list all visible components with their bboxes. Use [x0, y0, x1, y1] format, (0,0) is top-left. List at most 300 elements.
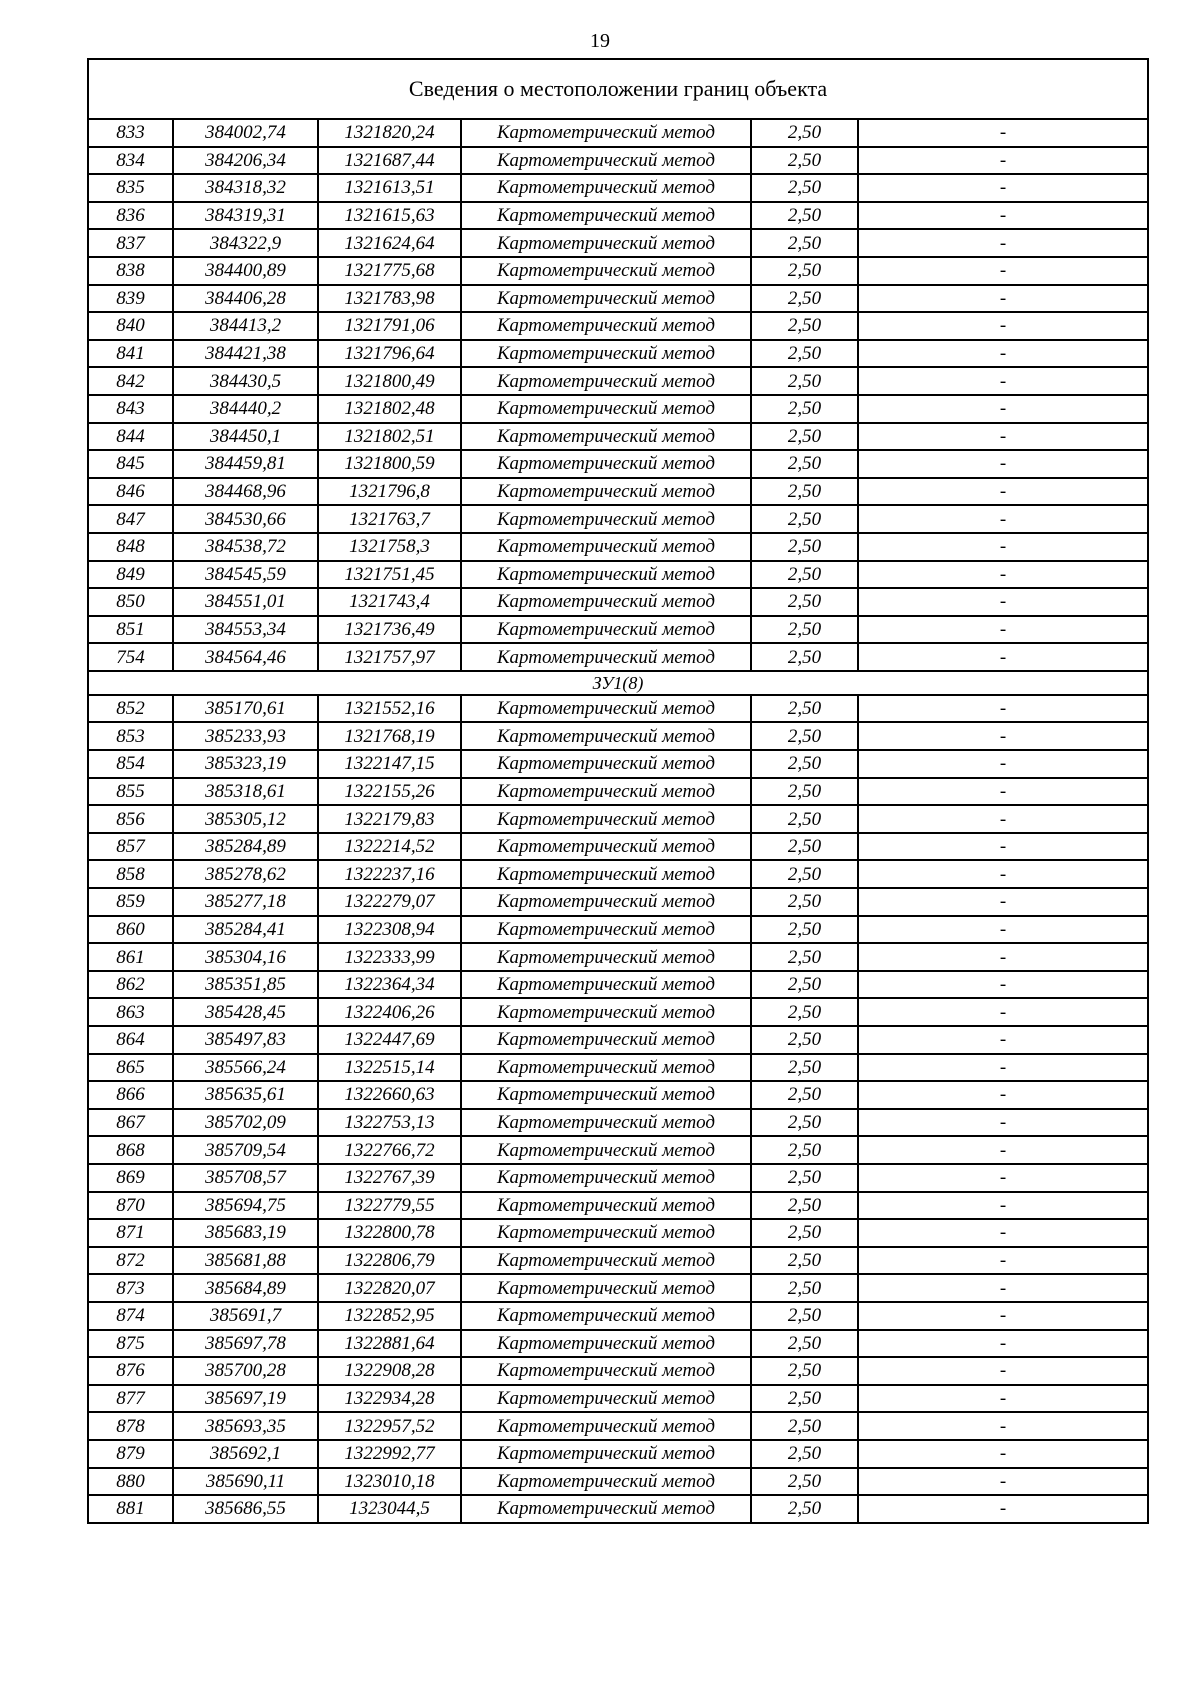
x-coordinate-cell: 384430,5 — [173, 367, 318, 395]
accuracy-cell: 2,50 — [751, 119, 858, 147]
table-row — [88, 695, 1148, 723]
point-number-cell: 862 — [88, 971, 173, 999]
table-row — [88, 1081, 1148, 1109]
point-number-cell: 876 — [88, 1357, 173, 1385]
y-coordinate-cell: 1321802,51 — [318, 423, 461, 451]
x-coordinate-cell: 384545,59 — [173, 561, 318, 589]
y-coordinate-cell: 1322147,15 — [318, 750, 461, 778]
point-number-cell: 847 — [88, 505, 173, 533]
method-cell: Картометрический метод — [461, 1026, 751, 1054]
method-cell: Картометрический метод — [461, 588, 751, 616]
accuracy-cell: 2,50 — [751, 1219, 858, 1247]
accuracy-cell: 2,50 — [751, 340, 858, 368]
x-coordinate-cell: 384553,34 — [173, 616, 318, 644]
point-number-cell: 870 — [88, 1192, 173, 1220]
x-coordinate-cell: 385709,54 — [173, 1136, 318, 1164]
y-coordinate-cell: 1322779,55 — [318, 1192, 461, 1220]
y-coordinate-cell: 1321615,63 — [318, 202, 461, 230]
y-coordinate-cell: 1322753,13 — [318, 1109, 461, 1137]
point-number-cell: 852 — [88, 695, 173, 723]
table-row — [88, 833, 1148, 861]
table-row — [88, 805, 1148, 833]
accuracy-cell: 2,50 — [751, 805, 858, 833]
x-coordinate-cell: 384538,72 — [173, 533, 318, 561]
point-number-cell: 867 — [88, 1109, 173, 1137]
x-coordinate-cell: 385351,85 — [173, 971, 318, 999]
point-number-cell: 833 — [88, 119, 173, 147]
x-coordinate-cell: 384002,74 — [173, 119, 318, 147]
table-row — [88, 561, 1148, 589]
table-row — [88, 916, 1148, 944]
accuracy-cell: 2,50 — [751, 1385, 858, 1413]
method-cell: Картометрический метод — [461, 833, 751, 861]
table-row — [88, 643, 1148, 671]
point-number-cell: 849 — [88, 561, 173, 589]
section-heading: ЗУ1(8) — [88, 671, 1148, 695]
method-cell: Картометрический метод — [461, 1219, 751, 1247]
y-coordinate-cell: 1321783,98 — [318, 285, 461, 313]
accuracy-cell: 2,50 — [751, 1412, 858, 1440]
table-row — [88, 367, 1148, 395]
description-cell: - — [858, 943, 1148, 971]
method-cell: Картометрический метод — [461, 1164, 751, 1192]
x-coordinate-cell: 384564,46 — [173, 643, 318, 671]
x-coordinate-cell: 385690,11 — [173, 1468, 318, 1496]
method-cell: Картометрический метод — [461, 1385, 751, 1413]
method-cell: Картометрический метод — [461, 1302, 751, 1330]
x-coordinate-cell: 385304,16 — [173, 943, 318, 971]
y-coordinate-cell: 1322992,77 — [318, 1440, 461, 1468]
table-row — [88, 505, 1148, 533]
table-row — [88, 1330, 1148, 1358]
method-cell: Картометрический метод — [461, 367, 751, 395]
description-cell: - — [858, 257, 1148, 285]
point-number-cell: 863 — [88, 998, 173, 1026]
table-row — [88, 1136, 1148, 1164]
section-heading-row — [88, 671, 1148, 695]
method-cell: Картометрический метод — [461, 1054, 751, 1082]
method-cell: Картометрический метод — [461, 312, 751, 340]
method-cell: Картометрический метод — [461, 1495, 751, 1523]
point-number-cell: 878 — [88, 1412, 173, 1440]
table-row — [88, 147, 1148, 175]
method-cell: Картометрический метод — [461, 229, 751, 257]
point-number-cell: 859 — [88, 888, 173, 916]
y-coordinate-cell: 1321552,16 — [318, 695, 461, 723]
y-coordinate-cell: 1321796,64 — [318, 340, 461, 368]
y-coordinate-cell: 1322908,28 — [318, 1357, 461, 1385]
method-cell: Картометрический метод — [461, 616, 751, 644]
method-cell: Картометрический метод — [461, 1136, 751, 1164]
accuracy-cell: 2,50 — [751, 1026, 858, 1054]
method-cell: Картометрический метод — [461, 285, 751, 313]
description-cell: - — [858, 505, 1148, 533]
x-coordinate-cell: 385323,19 — [173, 750, 318, 778]
method-cell: Картометрический метод — [461, 1274, 751, 1302]
y-coordinate-cell: 1321768,19 — [318, 722, 461, 750]
description-cell: - — [858, 174, 1148, 202]
table-row — [88, 971, 1148, 999]
description-cell: - — [858, 998, 1148, 1026]
x-coordinate-cell: 384413,2 — [173, 312, 318, 340]
table-row — [88, 1495, 1148, 1523]
x-coordinate-cell: 384206,34 — [173, 147, 318, 175]
y-coordinate-cell: 1321791,06 — [318, 312, 461, 340]
description-cell: - — [858, 1440, 1148, 1468]
x-coordinate-cell: 385305,12 — [173, 805, 318, 833]
description-cell: - — [858, 833, 1148, 861]
accuracy-cell: 2,50 — [751, 588, 858, 616]
table-row — [88, 312, 1148, 340]
x-coordinate-cell: 385635,61 — [173, 1081, 318, 1109]
description-cell: - — [858, 202, 1148, 230]
point-number-cell: 866 — [88, 1081, 173, 1109]
accuracy-cell: 2,50 — [751, 1440, 858, 1468]
x-coordinate-cell: 384468,96 — [173, 478, 318, 506]
x-coordinate-cell: 384530,66 — [173, 505, 318, 533]
description-cell: - — [858, 478, 1148, 506]
method-cell: Картометрический метод — [461, 860, 751, 888]
x-coordinate-cell: 384450,1 — [173, 423, 318, 451]
point-number-cell: 841 — [88, 340, 173, 368]
table-row — [88, 395, 1148, 423]
point-number-cell: 754 — [88, 643, 173, 671]
x-coordinate-cell: 385697,78 — [173, 1330, 318, 1358]
table-row — [88, 229, 1148, 257]
table-row — [88, 722, 1148, 750]
table-row — [88, 888, 1148, 916]
y-coordinate-cell: 1322766,72 — [318, 1136, 461, 1164]
accuracy-cell: 2,50 — [751, 1054, 858, 1082]
y-coordinate-cell: 1322767,39 — [318, 1164, 461, 1192]
description-cell: - — [858, 1054, 1148, 1082]
point-number-cell: 844 — [88, 423, 173, 451]
description-cell: - — [858, 285, 1148, 313]
y-coordinate-cell: 1322214,52 — [318, 833, 461, 861]
description-cell: - — [858, 860, 1148, 888]
table-row — [88, 1026, 1148, 1054]
point-number-cell: 854 — [88, 750, 173, 778]
method-cell: Картометрический метод — [461, 998, 751, 1026]
accuracy-cell: 2,50 — [751, 916, 858, 944]
y-coordinate-cell: 1322406,26 — [318, 998, 461, 1026]
page-number: 19 — [590, 30, 610, 52]
y-coordinate-cell: 1321820,24 — [318, 119, 461, 147]
y-coordinate-cell: 1321775,68 — [318, 257, 461, 285]
table-row — [88, 778, 1148, 806]
accuracy-cell: 2,50 — [751, 505, 858, 533]
y-coordinate-cell: 1321613,51 — [318, 174, 461, 202]
point-number-cell: 835 — [88, 174, 173, 202]
x-coordinate-cell: 385278,62 — [173, 860, 318, 888]
point-number-cell: 875 — [88, 1330, 173, 1358]
y-coordinate-cell: 1322881,64 — [318, 1330, 461, 1358]
y-coordinate-cell: 1322515,14 — [318, 1054, 461, 1082]
x-coordinate-cell: 385233,93 — [173, 722, 318, 750]
description-cell: - — [858, 1412, 1148, 1440]
table-row — [88, 119, 1148, 147]
description-cell: - — [858, 423, 1148, 451]
table-row — [88, 1054, 1148, 1082]
point-number-cell: 881 — [88, 1495, 173, 1523]
point-number-cell: 869 — [88, 1164, 173, 1192]
method-cell: Картометрический метод — [461, 916, 751, 944]
point-number-cell: 853 — [88, 722, 173, 750]
point-number-cell: 848 — [88, 533, 173, 561]
point-number-cell: 880 — [88, 1468, 173, 1496]
table-row — [88, 285, 1148, 313]
point-number-cell: 851 — [88, 616, 173, 644]
y-coordinate-cell: 1322957,52 — [318, 1412, 461, 1440]
method-cell: Картометрический метод — [461, 450, 751, 478]
y-coordinate-cell: 1322447,69 — [318, 1026, 461, 1054]
description-cell: - — [858, 1385, 1148, 1413]
description-cell: - — [858, 888, 1148, 916]
point-number-cell: 834 — [88, 147, 173, 175]
method-cell: Картометрический метод — [461, 505, 751, 533]
method-cell: Картометрический метод — [461, 695, 751, 723]
point-number-cell: 858 — [88, 860, 173, 888]
description-cell: - — [858, 916, 1148, 944]
method-cell: Картометрический метод — [461, 643, 751, 671]
x-coordinate-cell: 385681,88 — [173, 1247, 318, 1275]
table-row — [88, 1274, 1148, 1302]
point-number-cell: 846 — [88, 478, 173, 506]
x-coordinate-cell: 385694,75 — [173, 1192, 318, 1220]
table-row — [88, 588, 1148, 616]
table-row — [88, 1385, 1148, 1413]
description-cell: - — [858, 1026, 1148, 1054]
x-coordinate-cell: 384322,9 — [173, 229, 318, 257]
accuracy-cell: 2,50 — [751, 257, 858, 285]
description-cell: - — [858, 450, 1148, 478]
description-cell: - — [858, 1136, 1148, 1164]
table-row — [88, 1192, 1148, 1220]
accuracy-cell: 2,50 — [751, 312, 858, 340]
method-cell: Картометрический метод — [461, 805, 751, 833]
method-cell: Картометрический метод — [461, 722, 751, 750]
x-coordinate-cell: 385284,41 — [173, 916, 318, 944]
y-coordinate-cell: 1321800,59 — [318, 450, 461, 478]
x-coordinate-cell: 384421,38 — [173, 340, 318, 368]
accuracy-cell: 2,50 — [751, 1330, 858, 1358]
point-number-cell: 838 — [88, 257, 173, 285]
point-number-cell: 856 — [88, 805, 173, 833]
table-row — [88, 616, 1148, 644]
accuracy-cell: 2,50 — [751, 778, 858, 806]
x-coordinate-cell: 384319,31 — [173, 202, 318, 230]
x-coordinate-cell: 385708,57 — [173, 1164, 318, 1192]
method-cell: Картометрический метод — [461, 1468, 751, 1496]
description-cell: - — [858, 1357, 1148, 1385]
table-row — [88, 1109, 1148, 1137]
description-cell: - — [858, 695, 1148, 723]
point-number-cell: 874 — [88, 1302, 173, 1330]
method-cell: Картометрический метод — [461, 1109, 751, 1137]
x-coordinate-cell: 385700,28 — [173, 1357, 318, 1385]
y-coordinate-cell: 1321624,64 — [318, 229, 461, 257]
method-cell: Картометрический метод — [461, 340, 751, 368]
x-coordinate-cell: 385693,35 — [173, 1412, 318, 1440]
accuracy-cell: 2,50 — [751, 285, 858, 313]
accuracy-cell: 2,50 — [751, 695, 858, 723]
y-coordinate-cell: 1323044,5 — [318, 1495, 461, 1523]
method-cell: Картометрический метод — [461, 888, 751, 916]
y-coordinate-cell: 1322660,63 — [318, 1081, 461, 1109]
description-cell: - — [858, 1468, 1148, 1496]
point-number-cell: 868 — [88, 1136, 173, 1164]
point-number-cell: 860 — [88, 916, 173, 944]
table-row — [88, 340, 1148, 368]
y-coordinate-cell: 1321736,49 — [318, 616, 461, 644]
description-cell: - — [858, 1109, 1148, 1137]
description-cell: - — [858, 395, 1148, 423]
description-cell: - — [858, 1219, 1148, 1247]
method-cell: Картометрический метод — [461, 1357, 751, 1385]
table-row — [88, 750, 1148, 778]
description-cell: - — [858, 147, 1148, 175]
description-cell: - — [858, 340, 1148, 368]
y-coordinate-cell: 1321687,44 — [318, 147, 461, 175]
table-row — [88, 478, 1148, 506]
accuracy-cell: 2,50 — [751, 1164, 858, 1192]
accuracy-cell: 2,50 — [751, 643, 858, 671]
accuracy-cell: 2,50 — [751, 1136, 858, 1164]
y-coordinate-cell: 1321800,49 — [318, 367, 461, 395]
accuracy-cell: 2,50 — [751, 833, 858, 861]
x-coordinate-cell: 384551,01 — [173, 588, 318, 616]
point-number-cell: 837 — [88, 229, 173, 257]
y-coordinate-cell: 1321751,45 — [318, 561, 461, 589]
table-row — [88, 202, 1148, 230]
table-row — [88, 1468, 1148, 1496]
description-cell: - — [858, 119, 1148, 147]
x-coordinate-cell: 385692,1 — [173, 1440, 318, 1468]
point-number-cell: 864 — [88, 1026, 173, 1054]
point-number-cell: 842 — [88, 367, 173, 395]
method-cell: Картометрический метод — [461, 561, 751, 589]
x-coordinate-cell: 384318,32 — [173, 174, 318, 202]
boundary-coordinates-table — [87, 58, 1149, 1524]
method-cell: Картометрический метод — [461, 533, 751, 561]
accuracy-cell: 2,50 — [751, 1192, 858, 1220]
point-number-cell: 877 — [88, 1385, 173, 1413]
x-coordinate-cell: 385318,61 — [173, 778, 318, 806]
accuracy-cell: 2,50 — [751, 202, 858, 230]
table-row — [88, 1412, 1148, 1440]
description-cell: - — [858, 722, 1148, 750]
method-cell: Картометрический метод — [461, 395, 751, 423]
table-row — [88, 533, 1148, 561]
method-cell: Картометрический метод — [461, 1081, 751, 1109]
accuracy-cell: 2,50 — [751, 860, 858, 888]
accuracy-cell: 2,50 — [751, 1109, 858, 1137]
method-cell: Картометрический метод — [461, 778, 751, 806]
accuracy-cell: 2,50 — [751, 533, 858, 561]
table-title-row — [88, 59, 1148, 119]
y-coordinate-cell: 1322308,94 — [318, 916, 461, 944]
method-cell: Картометрический метод — [461, 750, 751, 778]
description-cell: - — [858, 312, 1148, 340]
accuracy-cell: 2,50 — [751, 478, 858, 506]
point-number-cell: 879 — [88, 1440, 173, 1468]
accuracy-cell: 2,50 — [751, 423, 858, 451]
x-coordinate-cell: 385684,89 — [173, 1274, 318, 1302]
x-coordinate-cell: 384440,2 — [173, 395, 318, 423]
method-cell: Картометрический метод — [461, 1412, 751, 1440]
table-body — [88, 59, 1148, 1523]
description-cell: - — [858, 1495, 1148, 1523]
table-row — [88, 943, 1148, 971]
method-cell: Картометрический метод — [461, 1192, 751, 1220]
description-cell: - — [858, 971, 1148, 999]
method-cell: Картометрический метод — [461, 423, 751, 451]
table-row — [88, 1302, 1148, 1330]
table-row — [88, 1440, 1148, 1468]
accuracy-cell: 2,50 — [751, 722, 858, 750]
x-coordinate-cell: 385284,89 — [173, 833, 318, 861]
y-coordinate-cell: 1322806,79 — [318, 1247, 461, 1275]
table-row — [88, 257, 1148, 285]
accuracy-cell: 2,50 — [751, 1274, 858, 1302]
accuracy-cell: 2,50 — [751, 616, 858, 644]
accuracy-cell: 2,50 — [751, 147, 858, 175]
accuracy-cell: 2,50 — [751, 367, 858, 395]
description-cell: - — [858, 1081, 1148, 1109]
accuracy-cell: 2,50 — [751, 229, 858, 257]
y-coordinate-cell: 1322155,26 — [318, 778, 461, 806]
accuracy-cell: 2,50 — [751, 450, 858, 478]
y-coordinate-cell: 1323010,18 — [318, 1468, 461, 1496]
x-coordinate-cell: 385170,61 — [173, 695, 318, 723]
x-coordinate-cell: 385686,55 — [173, 1495, 318, 1523]
y-coordinate-cell: 1322820,07 — [318, 1274, 461, 1302]
y-coordinate-cell: 1321757,97 — [318, 643, 461, 671]
y-coordinate-cell: 1322364,34 — [318, 971, 461, 999]
description-cell: - — [858, 643, 1148, 671]
point-number-cell: 839 — [88, 285, 173, 313]
x-coordinate-cell: 385497,83 — [173, 1026, 318, 1054]
table-row — [88, 1219, 1148, 1247]
x-coordinate-cell: 385697,19 — [173, 1385, 318, 1413]
accuracy-cell: 2,50 — [751, 395, 858, 423]
y-coordinate-cell: 1322237,16 — [318, 860, 461, 888]
y-coordinate-cell: 1321758,3 — [318, 533, 461, 561]
table-row — [88, 998, 1148, 1026]
point-number-cell: 865 — [88, 1054, 173, 1082]
point-number-cell: 845 — [88, 450, 173, 478]
x-coordinate-cell: 384400,89 — [173, 257, 318, 285]
table-row — [88, 174, 1148, 202]
x-coordinate-cell: 385566,24 — [173, 1054, 318, 1082]
accuracy-cell: 2,50 — [751, 1302, 858, 1330]
method-cell: Картометрический метод — [461, 119, 751, 147]
method-cell: Картометрический метод — [461, 257, 751, 285]
y-coordinate-cell: 1322934,28 — [318, 1385, 461, 1413]
method-cell: Картометрический метод — [461, 1440, 751, 1468]
point-number-cell: 857 — [88, 833, 173, 861]
point-number-cell: 843 — [88, 395, 173, 423]
accuracy-cell: 2,50 — [751, 1468, 858, 1496]
method-cell: Картометрический метод — [461, 943, 751, 971]
accuracy-cell: 2,50 — [751, 750, 858, 778]
method-cell: Картометрический метод — [461, 971, 751, 999]
method-cell: Картометрический метод — [461, 1247, 751, 1275]
description-cell: - — [858, 1164, 1148, 1192]
x-coordinate-cell: 385428,45 — [173, 998, 318, 1026]
x-coordinate-cell: 385702,09 — [173, 1109, 318, 1137]
point-number-cell: 840 — [88, 312, 173, 340]
